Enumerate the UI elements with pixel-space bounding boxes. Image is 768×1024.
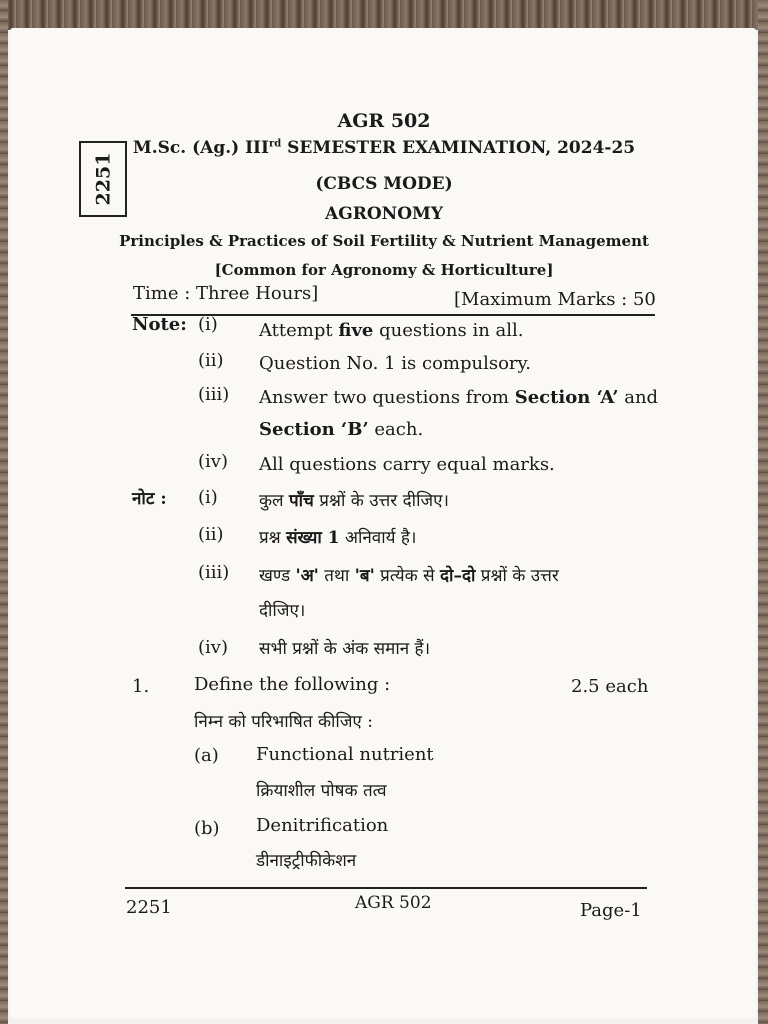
footer-rule: [125, 887, 647, 889]
time-allowed: Time : Three Hours]: [133, 283, 319, 304]
part-label: (b): [194, 818, 220, 839]
question-text-hindi: निम्न को परिभाषित कीजिए :: [194, 712, 373, 732]
part-text-hindi: डीनाइट्रीफीकेशन: [256, 851, 357, 871]
part-text: Denitrification: [256, 815, 389, 836]
hindi-note-text: सभी प्रश्नों के अंक समान हैं।: [259, 639, 431, 659]
paper-title: Principles & Practices of Soil Fertility & Nutrient Management: [119, 232, 649, 250]
note-label: Note:: [132, 314, 187, 335]
hindi-note-text: प्रश्न संख्या 1 अनिवार्य है।: [259, 528, 417, 548]
hindi-note-num: (iii): [198, 562, 230, 583]
part-label: (a): [194, 745, 219, 766]
note-num: (iii): [198, 384, 230, 405]
subject: AGRONOMY: [325, 204, 443, 224]
hindi-note-label: नोट :: [132, 489, 167, 509]
footer-code: 2251: [126, 897, 172, 918]
hindi-note-text: खण्ड 'अ' तथा 'ब' प्रत्येक से दो–दो प्रश्नों के उत्तर: [259, 566, 559, 586]
note-num: (ii): [198, 350, 224, 371]
question-number: 1.: [132, 676, 150, 697]
note-text: Question No. 1 is compulsory.: [259, 353, 532, 374]
course-code: AGR 502: [337, 110, 431, 132]
note-text: Answer two questions from Section ‘A’ and: [259, 387, 659, 408]
question-marks: 2.5 each: [571, 676, 649, 697]
note-text: Attempt five questions in all.: [259, 320, 524, 341]
hindi-note-num: (i): [198, 487, 218, 508]
note-num: (iv): [198, 451, 228, 472]
footer-course: AGR 502: [355, 893, 432, 913]
table-surface-top: [0, 0, 768, 30]
hindi-note-num: (iv): [198, 637, 228, 658]
hindi-note-num: (ii): [198, 524, 224, 545]
note-text-continued: Section ‘B’ each.: [259, 419, 424, 440]
note-text: All questions carry equal marks.: [259, 454, 555, 475]
exam-mode: (CBCS MODE): [315, 174, 453, 194]
hindi-note-text-continued: दीजिए।: [259, 601, 306, 621]
question-text: Define the following :: [194, 674, 391, 695]
maximum-marks: [Maximum Marks : 50: [454, 289, 656, 310]
note-num: (i): [198, 314, 218, 335]
common-for: [Common for Agronomy & Horticulture]: [214, 261, 554, 279]
part-text-hindi: क्रियाशील पोषक तत्व: [256, 781, 387, 801]
paper-code: 2251: [92, 152, 115, 206]
exam-title: M.Sc. (Ag.) IIIrd SEMESTER EXAMINATION, 2024-25: [132, 138, 636, 158]
hindi-note-text: कुल पाँच प्रश्नों के उत्तर दीजिए।: [259, 491, 449, 511]
part-text: Functional nutrient: [256, 744, 434, 765]
footer-page: Page-1: [580, 900, 642, 921]
